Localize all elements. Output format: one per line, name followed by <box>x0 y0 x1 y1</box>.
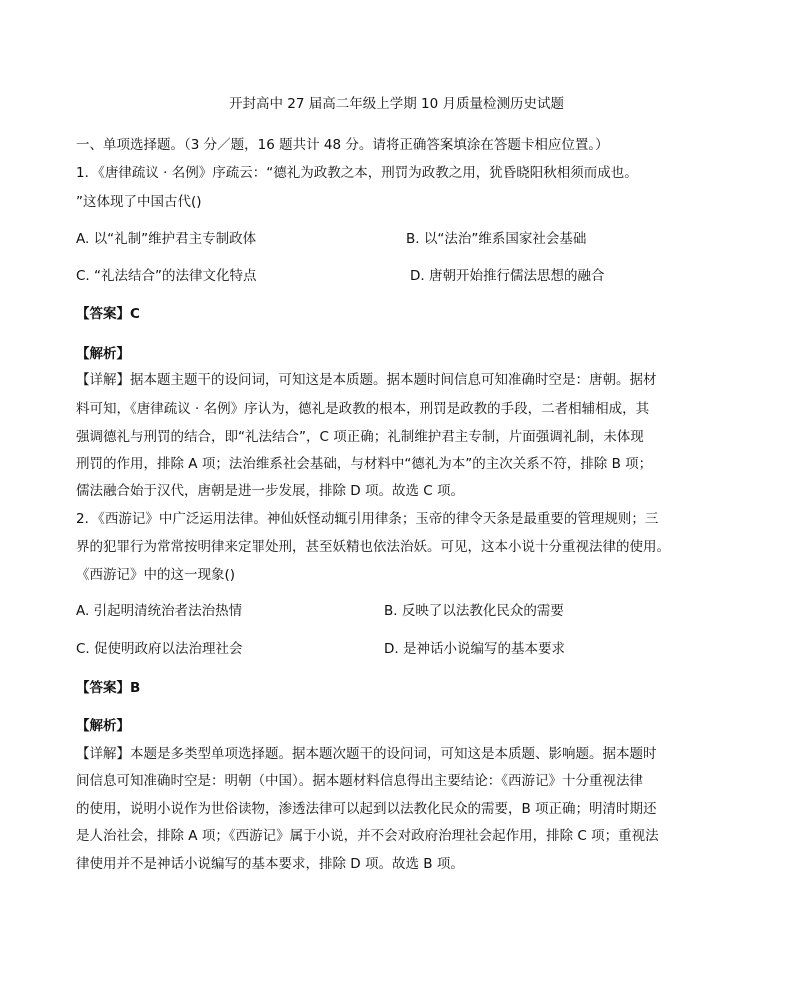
q1-detail-line-1: 【详解】据本题主题干的设问词，可知这是本质题。据本题时间信息可知准确时空是：唐朝。据材 <box>76 372 657 388</box>
q1-detail-line-3: 强调德礼与刑罚的结合，即“礼法结合”，C 项正确；礼制维护君主专制，片面强调礼制，未体现 <box>76 429 644 445</box>
q2-stem-line-3: 《西游记》中的这一现象() <box>76 567 236 583</box>
q2-stem-line-2: 界的犯罪行为常常按明律来定罪处刑，甚至妖精也依法治妖。可见，这本小说十分重视法律的使用。 <box>76 539 670 555</box>
q2-analysis-label: 【解析】 <box>76 718 130 734</box>
q2-detail-line-2: 间信息可知准确时空是：明朝（中国）。据本题材料信息得出主要结论：《西游记》十分重视法律 <box>76 773 643 789</box>
q1-option-b: B. 以“法治”维系国家社会基础 <box>406 231 587 247</box>
q1-detail-line-5: 儒法融合始于汉代，唐朝是进一步发展，排除 D 项。故选 C 项。 <box>76 483 464 499</box>
q1-stem-line-2: ”这体现了中国古代() <box>76 194 202 210</box>
q1-option-c: C. “礼法结合”的法律文化特点 <box>76 268 257 284</box>
q2-detail-line-5: 律使用并不是神话小说编写的基本要求，排除 D 项。故选 B 项。 <box>76 856 464 872</box>
q1-detail-line-4: 刑罚的作用，排除 A 项；法治维系社会基础，与材料中“德礼为本”的主次关系不符，排除 B 项； <box>76 456 653 472</box>
q1-detail-line-2: 料可知，《唐律疏议 · 名例》序认为，德礼是政教的根本，刑罚是政教的手段，二者相辅相成，其 <box>76 401 650 417</box>
q1-answer: 【答案】C <box>76 306 140 322</box>
q1-analysis-label: 【解析】 <box>76 346 130 362</box>
q2-option-d: D. 是神话小说编写的基本要求 <box>384 641 565 657</box>
q2-option-b: B. 反映了以法教化民众的需要 <box>384 603 564 619</box>
q2-option-a: A. 引起明清统治者法治热情 <box>76 603 243 619</box>
q2-detail-line-4: 是人治社会，排除 A 项；《西游记》属于小说，并不会对政府治理社会起作用，排除 C 项；重视法 <box>76 828 659 844</box>
q2-detail-line-3: 的使用，说明小说作为世俗读物，渗透法律可以起到以法教化民众的需要，B 项正确；明清时期还 <box>76 801 657 817</box>
q2-answer: 【答案】B <box>76 680 141 696</box>
q2-detail-line-1: 【详解】本题是多类型单项选择题。据本题次题干的设问词，可知这是本质题、影响题。据本题时 <box>76 746 657 762</box>
q2-stem-line-1: 2．《西游记》中广泛运用法律。神仙妖怪动辄引用律条；玉帝的律令天条是最重要的管理规则；三 <box>76 511 659 527</box>
page-title: 开封高中 27 届高二年级上学期 10 月质量检测历史试题 <box>229 96 565 112</box>
q2-option-c: C. 促使明政府以法治理社会 <box>76 641 243 657</box>
q1-stem-line-1: 1．《唐律疏议 · 名例》序疏云：“德礼为政教之本，刑罚为政教之用，犹昏晓阳秋相须而成也。 <box>76 165 638 181</box>
q1-option-a: A. 以“礼制”维护君主专制政体 <box>76 231 257 247</box>
section-heading: 一、单项选择题。（3 分／题，16 题共计 48 分。请将正确答案填涂在答题卡相应位置。） <box>76 137 609 153</box>
q1-option-d: D. 唐朝开始推行儒法思想的融合 <box>410 268 605 284</box>
